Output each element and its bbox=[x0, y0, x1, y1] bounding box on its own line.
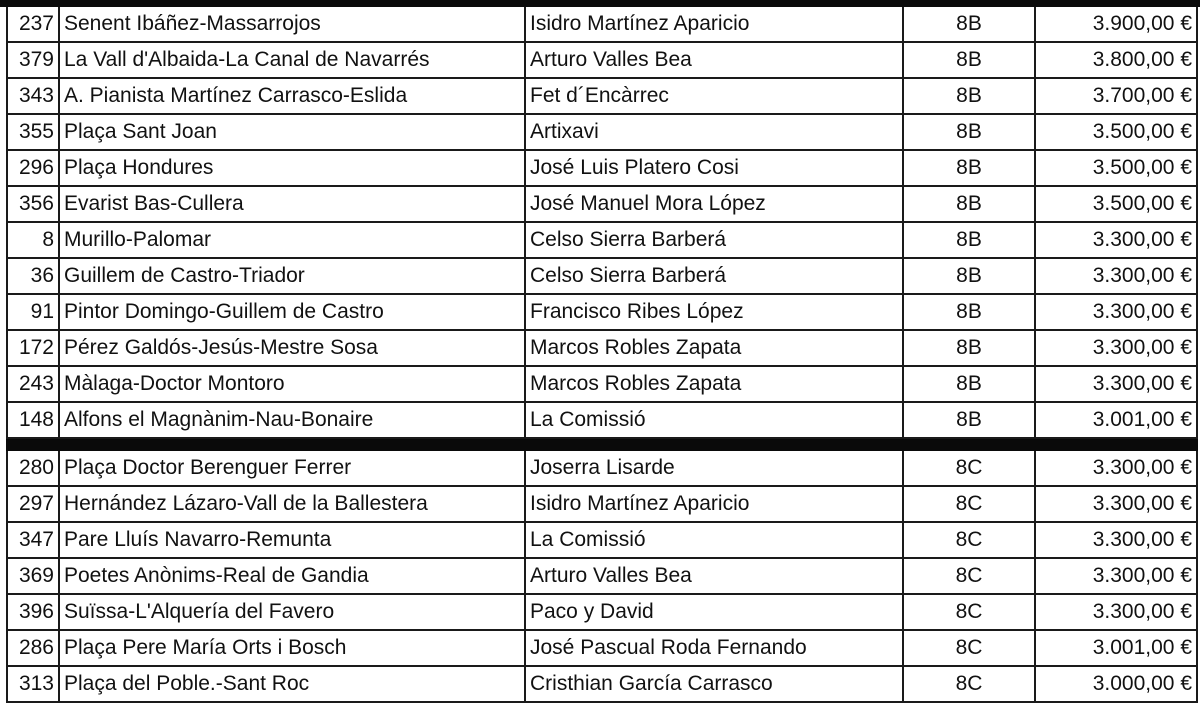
row-artist: La Comissió bbox=[525, 522, 903, 558]
table-row bbox=[7, 42, 1197, 78]
row-price: 3.500,00 € bbox=[1035, 186, 1197, 222]
row-category: 8B bbox=[903, 330, 1035, 366]
table-row bbox=[7, 258, 1197, 294]
group-separator bbox=[7, 438, 1197, 450]
row-category: 8B bbox=[903, 42, 1035, 78]
row-price: 3.000,00 € bbox=[1035, 666, 1197, 702]
table-row bbox=[7, 78, 1197, 114]
row-price: 3.500,00 € bbox=[1035, 114, 1197, 150]
row-artist: Fet d´Encàrrec bbox=[525, 78, 903, 114]
row-artist: José Luis Platero Cosi bbox=[525, 150, 903, 186]
row-category: 8C bbox=[903, 450, 1035, 486]
row-number: 379 bbox=[7, 42, 59, 78]
table-row bbox=[7, 222, 1197, 258]
row-category: 8B bbox=[903, 222, 1035, 258]
table-row bbox=[7, 666, 1197, 702]
row-price: 3.800,00 € bbox=[1035, 42, 1197, 78]
row-price: 3.300,00 € bbox=[1035, 222, 1197, 258]
table-row bbox=[7, 150, 1197, 186]
row-falla-name: Hernández Lázaro-Vall de la Ballestera bbox=[59, 486, 525, 522]
row-artist: Isidro Martínez Aparicio bbox=[525, 486, 903, 522]
table-row bbox=[7, 558, 1197, 594]
row-number: 396 bbox=[7, 594, 59, 630]
row-category: 8C bbox=[903, 558, 1035, 594]
row-category: 8B bbox=[903, 150, 1035, 186]
row-category: 8B bbox=[903, 294, 1035, 330]
row-number: 355 bbox=[7, 114, 59, 150]
row-artist: Marcos Robles Zapata bbox=[525, 366, 903, 402]
row-artist: José Pascual Roda Fernando bbox=[525, 630, 903, 666]
row-falla-name: A. Pianista Martínez Carrasco-Eslida bbox=[59, 78, 525, 114]
row-falla-name: Suïssa-L'Alquería del Favero bbox=[59, 594, 525, 630]
row-category: 8B bbox=[903, 186, 1035, 222]
row-category: 8C bbox=[903, 594, 1035, 630]
row-number: 36 bbox=[7, 258, 59, 294]
table-row bbox=[7, 594, 1197, 630]
row-price: 3.300,00 € bbox=[1035, 366, 1197, 402]
row-artist: Arturo Valles Bea bbox=[525, 42, 903, 78]
top-border-bar bbox=[0, 0, 1200, 7]
row-price: 3.300,00 € bbox=[1035, 558, 1197, 594]
table-row bbox=[7, 366, 1197, 402]
row-artist: Francisco Ribes López bbox=[525, 294, 903, 330]
row-price: 3.700,00 € bbox=[1035, 78, 1197, 114]
row-price: 3.300,00 € bbox=[1035, 258, 1197, 294]
row-artist: La Comissió bbox=[525, 402, 903, 438]
row-number: 297 bbox=[7, 486, 59, 522]
row-artist: Celso Sierra Barberá bbox=[525, 258, 903, 294]
row-falla-name: Poetes Anònims-Real de Gandia bbox=[59, 558, 525, 594]
row-number: 280 bbox=[7, 450, 59, 486]
row-falla-name: Pintor Domingo-Guillem de Castro bbox=[59, 294, 525, 330]
row-number: 172 bbox=[7, 330, 59, 366]
row-number: 347 bbox=[7, 522, 59, 558]
table-row bbox=[7, 7, 1197, 42]
row-number: 343 bbox=[7, 78, 59, 114]
row-price: 3.300,00 € bbox=[1035, 330, 1197, 366]
row-falla-name: Plaça Doctor Berenguer Ferrer bbox=[59, 450, 525, 486]
row-price: 3.300,00 € bbox=[1035, 486, 1197, 522]
row-number: 296 bbox=[7, 150, 59, 186]
row-artist: Arturo Valles Bea bbox=[525, 558, 903, 594]
row-category: 8C bbox=[903, 630, 1035, 666]
row-number: 243 bbox=[7, 366, 59, 402]
row-category: 8C bbox=[903, 666, 1035, 702]
row-artist: Isidro Martínez Aparicio bbox=[525, 7, 903, 42]
row-category: 8C bbox=[903, 486, 1035, 522]
row-category: 8B bbox=[903, 258, 1035, 294]
row-number: 369 bbox=[7, 558, 59, 594]
separator-bar bbox=[7, 438, 1197, 450]
row-artist: Marcos Robles Zapata bbox=[525, 330, 903, 366]
table-row bbox=[7, 114, 1197, 150]
row-falla-name: Plaça Sant Joan bbox=[59, 114, 525, 150]
row-category: 8B bbox=[903, 366, 1035, 402]
row-category: 8B bbox=[903, 402, 1035, 438]
row-falla-name: Guillem de Castro-Triador bbox=[59, 258, 525, 294]
row-price: 3.300,00 € bbox=[1035, 594, 1197, 630]
table-body bbox=[7, 7, 1197, 702]
row-artist: Cristhian García Carrasco bbox=[525, 666, 903, 702]
row-falla-name: Alfons el Magnànim-Nau-Bonaire bbox=[59, 402, 525, 438]
row-price: 3.500,00 € bbox=[1035, 150, 1197, 186]
table-row bbox=[7, 630, 1197, 666]
row-artist: Celso Sierra Barberá bbox=[525, 222, 903, 258]
row-falla-name: Murillo-Palomar bbox=[59, 222, 525, 258]
row-price: 3.001,00 € bbox=[1035, 630, 1197, 666]
table-row bbox=[7, 402, 1197, 438]
row-falla-name: Plaça Pere María Orts i Bosch bbox=[59, 630, 525, 666]
row-falla-name: Pérez Galdós-Jesús-Mestre Sosa bbox=[59, 330, 525, 366]
row-artist: Joserra Lisarde bbox=[525, 450, 903, 486]
row-number: 8 bbox=[7, 222, 59, 258]
table-row bbox=[7, 522, 1197, 558]
row-price: 3.300,00 € bbox=[1035, 450, 1197, 486]
row-category: 8C bbox=[903, 522, 1035, 558]
row-price: 3.300,00 € bbox=[1035, 294, 1197, 330]
row-falla-name: Senent Ibáñez-Massarrojos bbox=[59, 7, 525, 42]
row-artist: José Manuel Mora López bbox=[525, 186, 903, 222]
row-number: 356 bbox=[7, 186, 59, 222]
falla-budget-table bbox=[6, 7, 1198, 703]
row-number: 148 bbox=[7, 402, 59, 438]
row-number: 237 bbox=[7, 7, 59, 42]
row-category: 8B bbox=[903, 78, 1035, 114]
row-number: 286 bbox=[7, 630, 59, 666]
row-price: 3.001,00 € bbox=[1035, 402, 1197, 438]
row-artist: Artixavi bbox=[525, 114, 903, 150]
row-falla-name: Evarist Bas-Cullera bbox=[59, 186, 525, 222]
row-category: 8B bbox=[903, 7, 1035, 42]
row-falla-name: La Vall d'Albaida-La Canal de Navarrés bbox=[59, 42, 525, 78]
row-artist: Paco y David bbox=[525, 594, 903, 630]
row-category: 8B bbox=[903, 114, 1035, 150]
row-falla-name: Plaça del Poble.-Sant Roc bbox=[59, 666, 525, 702]
table-row bbox=[7, 330, 1197, 366]
table-row bbox=[7, 450, 1197, 486]
row-number: 313 bbox=[7, 666, 59, 702]
row-number: 91 bbox=[7, 294, 59, 330]
table-row bbox=[7, 294, 1197, 330]
row-price: 3.300,00 € bbox=[1035, 522, 1197, 558]
row-falla-name: Plaça Hondures bbox=[59, 150, 525, 186]
table-row bbox=[7, 186, 1197, 222]
row-price: 3.900,00 € bbox=[1035, 7, 1197, 42]
row-falla-name: Màlaga-Doctor Montoro bbox=[59, 366, 525, 402]
table-row bbox=[7, 486, 1197, 522]
row-falla-name: Pare Lluís Navarro-Remunta bbox=[59, 522, 525, 558]
